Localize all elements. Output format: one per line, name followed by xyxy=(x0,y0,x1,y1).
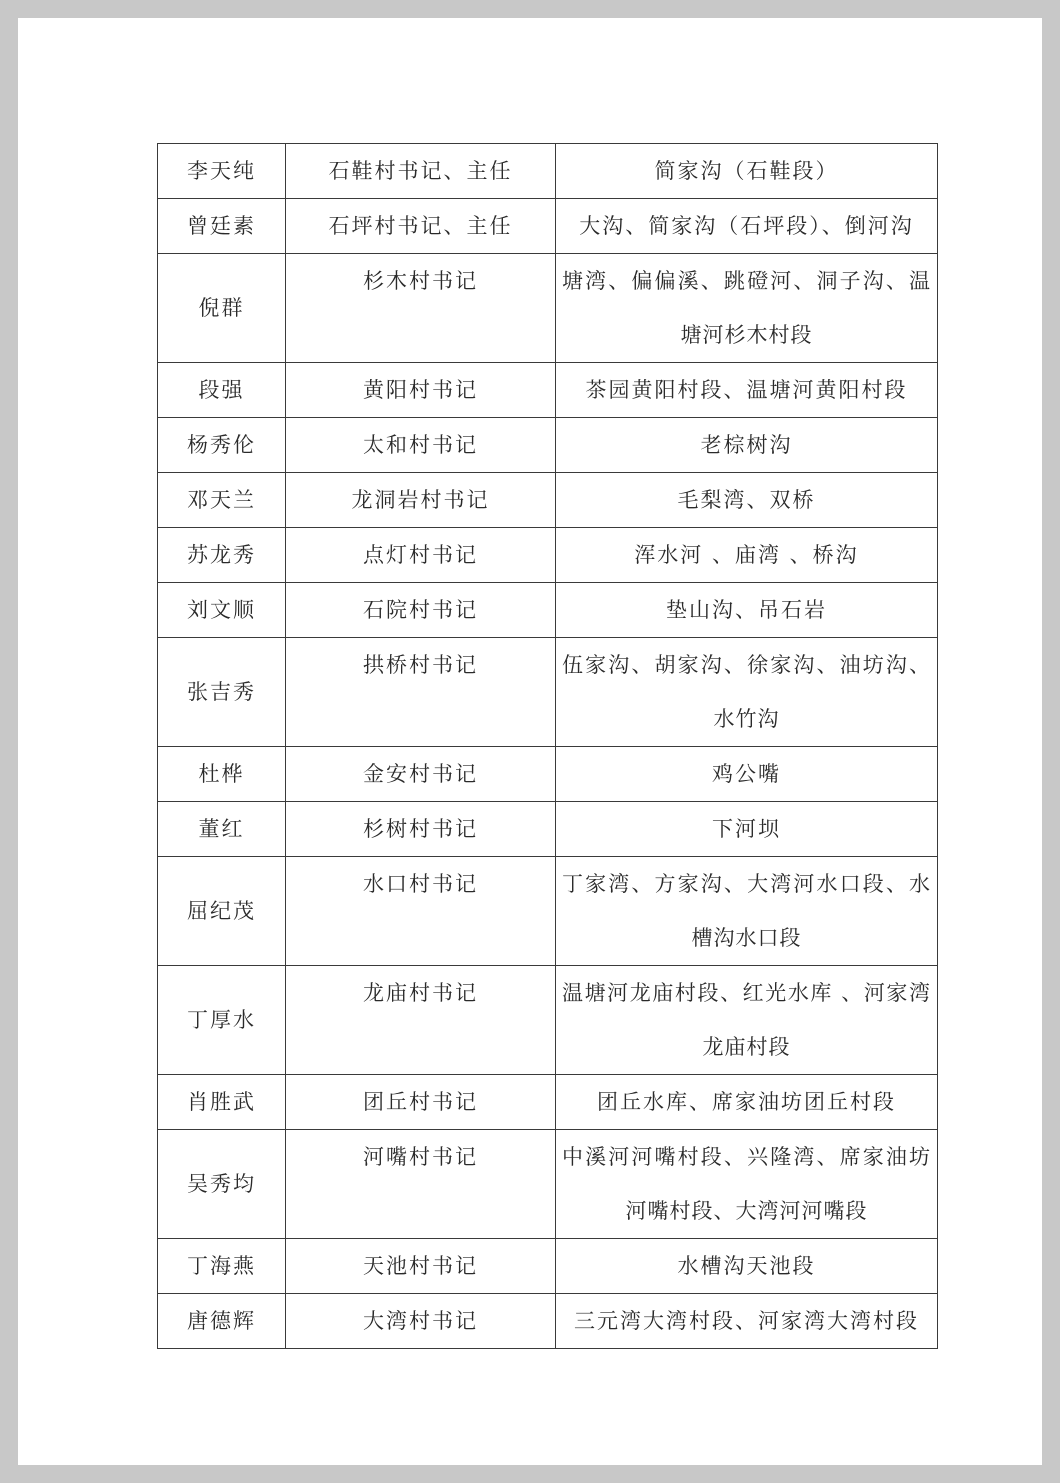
village-role-cell: 石坪村书记、主任 xyxy=(286,199,556,254)
water-body-cell: 茶园黄阳村段、温塘河黄阳村段 xyxy=(556,363,938,418)
table-row xyxy=(158,583,938,638)
table-row xyxy=(158,747,938,802)
water-body-cell: 三元湾大湾村段、河家湾大湾村段 xyxy=(556,1294,938,1349)
person-name-cell: 丁厚水 xyxy=(158,966,286,1075)
person-name-cell: 吴秀均 xyxy=(158,1130,286,1239)
person-name-cell: 李天纯 xyxy=(158,144,286,199)
water-body-cell: 垫山沟、吊石岩 xyxy=(556,583,938,638)
table-row xyxy=(158,418,938,473)
water-body-cell: 老棕树沟 xyxy=(556,418,938,473)
village-role-cell: 天池村书记 xyxy=(286,1239,556,1294)
village-role-cell: 石鞋村书记、主任 xyxy=(286,144,556,199)
village-role-cell: 金安村书记 xyxy=(286,747,556,802)
water-body-cell: 毛梨湾、双桥 xyxy=(556,473,938,528)
village-role-cell: 龙庙村书记 xyxy=(286,966,556,1075)
person-name-cell: 唐德辉 xyxy=(158,1294,286,1349)
village-role-cell: 水口村书记 xyxy=(286,857,556,966)
table-row xyxy=(158,199,938,254)
table-row xyxy=(158,144,938,199)
water-body-cell: 简家沟（石鞋段） xyxy=(556,144,938,199)
table-row xyxy=(158,254,938,363)
table-row xyxy=(158,1294,938,1349)
village-role-cell: 团丘村书记 xyxy=(286,1075,556,1130)
person-name-cell: 刘文顺 xyxy=(158,583,286,638)
village-role-cell: 拱桥村书记 xyxy=(286,638,556,747)
person-name-cell: 屈纪茂 xyxy=(158,857,286,966)
village-role-cell: 大湾村书记 xyxy=(286,1294,556,1349)
river-chief-table xyxy=(157,143,938,1349)
table-row xyxy=(158,1130,938,1239)
table-row xyxy=(158,473,938,528)
village-role-cell: 点灯村书记 xyxy=(286,528,556,583)
water-body-cell: 伍家沟、胡家沟、徐家沟、油坊沟、水竹沟 xyxy=(556,638,938,747)
document-page xyxy=(18,18,1042,1465)
person-name-cell: 杨秀伦 xyxy=(158,418,286,473)
table-row xyxy=(158,1239,938,1294)
water-body-cell: 水槽沟天池段 xyxy=(556,1239,938,1294)
table-row xyxy=(158,966,938,1075)
person-name-cell: 段强 xyxy=(158,363,286,418)
water-body-cell: 丁家湾、方家沟、大湾河水口段、水槽沟水口段 xyxy=(556,857,938,966)
water-body-cell: 浑水河 、庙湾 、桥沟 xyxy=(556,528,938,583)
village-role-cell: 杉树村书记 xyxy=(286,802,556,857)
person-name-cell: 苏龙秀 xyxy=(158,528,286,583)
village-role-cell: 石院村书记 xyxy=(286,583,556,638)
table-body xyxy=(158,144,938,1349)
village-role-cell: 杉木村书记 xyxy=(286,254,556,363)
water-body-cell: 团丘水库、席家油坊团丘村段 xyxy=(556,1075,938,1130)
village-role-cell: 龙洞岩村书记 xyxy=(286,473,556,528)
person-name-cell: 杜桦 xyxy=(158,747,286,802)
person-name-cell: 曾廷素 xyxy=(158,199,286,254)
person-name-cell: 倪群 xyxy=(158,254,286,363)
water-body-cell: 塘湾、偏偏溪、跳磴河、洞子沟、温塘河杉木村段 xyxy=(556,254,938,363)
table-row xyxy=(158,363,938,418)
water-body-cell: 下河坝 xyxy=(556,802,938,857)
table-row xyxy=(158,857,938,966)
table-row xyxy=(158,638,938,747)
water-body-cell: 大沟、简家沟（石坪段）、倒河沟 xyxy=(556,199,938,254)
table-row xyxy=(158,528,938,583)
village-role-cell: 太和村书记 xyxy=(286,418,556,473)
village-role-cell: 黄阳村书记 xyxy=(286,363,556,418)
village-role-cell: 河嘴村书记 xyxy=(286,1130,556,1239)
table-row xyxy=(158,802,938,857)
person-name-cell: 肖胜武 xyxy=(158,1075,286,1130)
person-name-cell: 董红 xyxy=(158,802,286,857)
table-row xyxy=(158,1075,938,1130)
water-body-cell: 鸡公嘴 xyxy=(556,747,938,802)
person-name-cell: 张吉秀 xyxy=(158,638,286,747)
person-name-cell: 丁海燕 xyxy=(158,1239,286,1294)
water-body-cell: 中溪河河嘴村段、兴隆湾、席家油坊河嘴村段、大湾河河嘴段 xyxy=(556,1130,938,1239)
person-name-cell: 邓天兰 xyxy=(158,473,286,528)
water-body-cell: 温塘河龙庙村段、红光水库 、河家湾龙庙村段 xyxy=(556,966,938,1075)
